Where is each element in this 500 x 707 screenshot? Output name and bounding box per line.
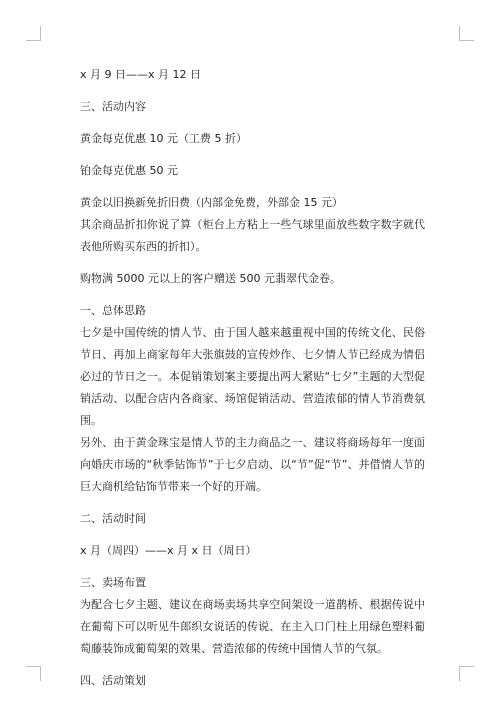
overall-idea-paragraph: 七夕是中国传统的情人节、由于国人越来越重视中国的传统文化、民俗节日、再加上商家每年大张旗鼓的宣传炒作、七夕情人节已经成为情侣必过的节日之一。本促销策划案主要提出两大紧贴“七夕”主题的大型促销活动、以配合店内各商家、场馆促销活动、营造浓郁的情人节消费氛围。 [80, 326, 425, 427]
crop-mark-bottom-left [26, 666, 41, 681]
crop-mark-top-left [26, 26, 41, 41]
store-layout-paragraph: 为配合七夕主题、建议在商场卖场共享空间架设一道鹊桥、根据传说中在葡萄下可以听见牛郎织女说话的传说、在主入口门柱上用绿色塑料葡萄藤装饰成葡萄架的效果、营造浓郁的传统中国情人节的气氛。 [80, 598, 425, 655]
platinum-discount-line: 铂金每克优惠 50 元 [80, 164, 178, 177]
gold-trade-in-line: 黄金以旧换新免折旧费（内部金免费，外部金 15 元） [80, 196, 343, 209]
date-range-line: x 月 9 日——x 月 12 日 [80, 68, 201, 81]
gold-discount-line: 黄金每克优惠 10 元（工费 5 折） [80, 132, 247, 145]
section-heading-activity-planning: 四、活动策划 [80, 674, 146, 687]
document-body [80, 64, 425, 692]
crop-mark-top-right [459, 26, 474, 41]
section-heading-activity-content: 三、活动内容 [80, 100, 146, 113]
jewelry-paragraph: 另外、由于黄金珠宝是情人节的主力商品之一、建议将商场每年一度面向婚庆市场的“秋季钻饰节”于七夕启动、以“节”促“节”、并借情人节的巨大商机给钻饰节带来一个好的开端。 [80, 436, 425, 493]
discount-balloon-paragraph: 其余商品折扣你说了算（柜台上方粘上一些气球里面放些数字数字就代表他所购买东西的折扣）。 [80, 218, 425, 253]
gift-voucher-line: 购物满 5000 元以上的客户赠送 500 元翡翠代金卷。 [80, 272, 341, 285]
section-heading-activity-time: 二、活动时间 [80, 512, 146, 525]
crop-mark-bottom-right [459, 666, 474, 681]
section-heading-store-layout: 三、卖场布置 [80, 576, 146, 589]
section-heading-overall-idea: 一、总体思路 [80, 304, 146, 317]
activity-time-line: x 月（周四）——x 月 x 日（周日） [80, 544, 257, 557]
